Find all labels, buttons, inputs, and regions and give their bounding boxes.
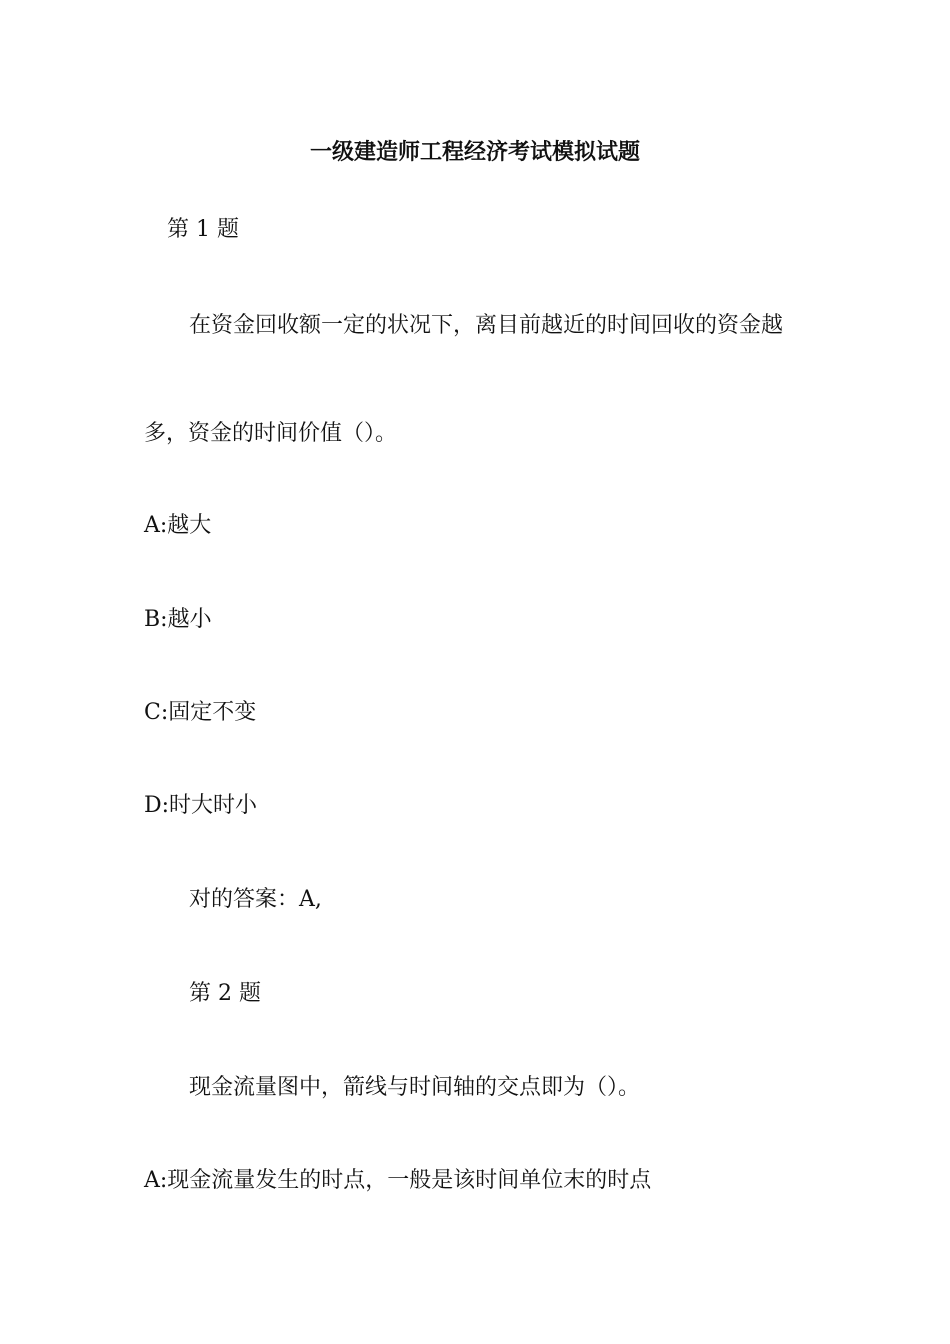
question-1-answer: 对的答案：A, <box>189 887 322 912</box>
question-1-option-d: D:时大时小 <box>144 793 258 818</box>
question-1-option-b: B:越小 <box>144 607 212 632</box>
question-1-heading: 第 1 题 <box>167 217 239 242</box>
question-2-option-a: A:现金流量发生的时点，一般是该时间单位末的时点 <box>144 1168 652 1193</box>
question-1-stem-line-2: 多，资金的时间价值（）。 <box>144 421 398 446</box>
question-1-stem-line-1: 在资金回收额一定的状况下，离目前越近的时间回收的资金越 <box>189 313 784 338</box>
question-1-option-a: A:越大 <box>144 513 212 538</box>
document-title: 一级建造师工程经济考试模拟试题 <box>309 139 640 165</box>
question-2-heading: 第 2 题 <box>189 981 261 1006</box>
question-2-stem: 现金流量图中，箭线与时间轴的交点即为（）。 <box>189 1075 641 1100</box>
question-1-option-c: C:固定不变 <box>144 700 257 725</box>
